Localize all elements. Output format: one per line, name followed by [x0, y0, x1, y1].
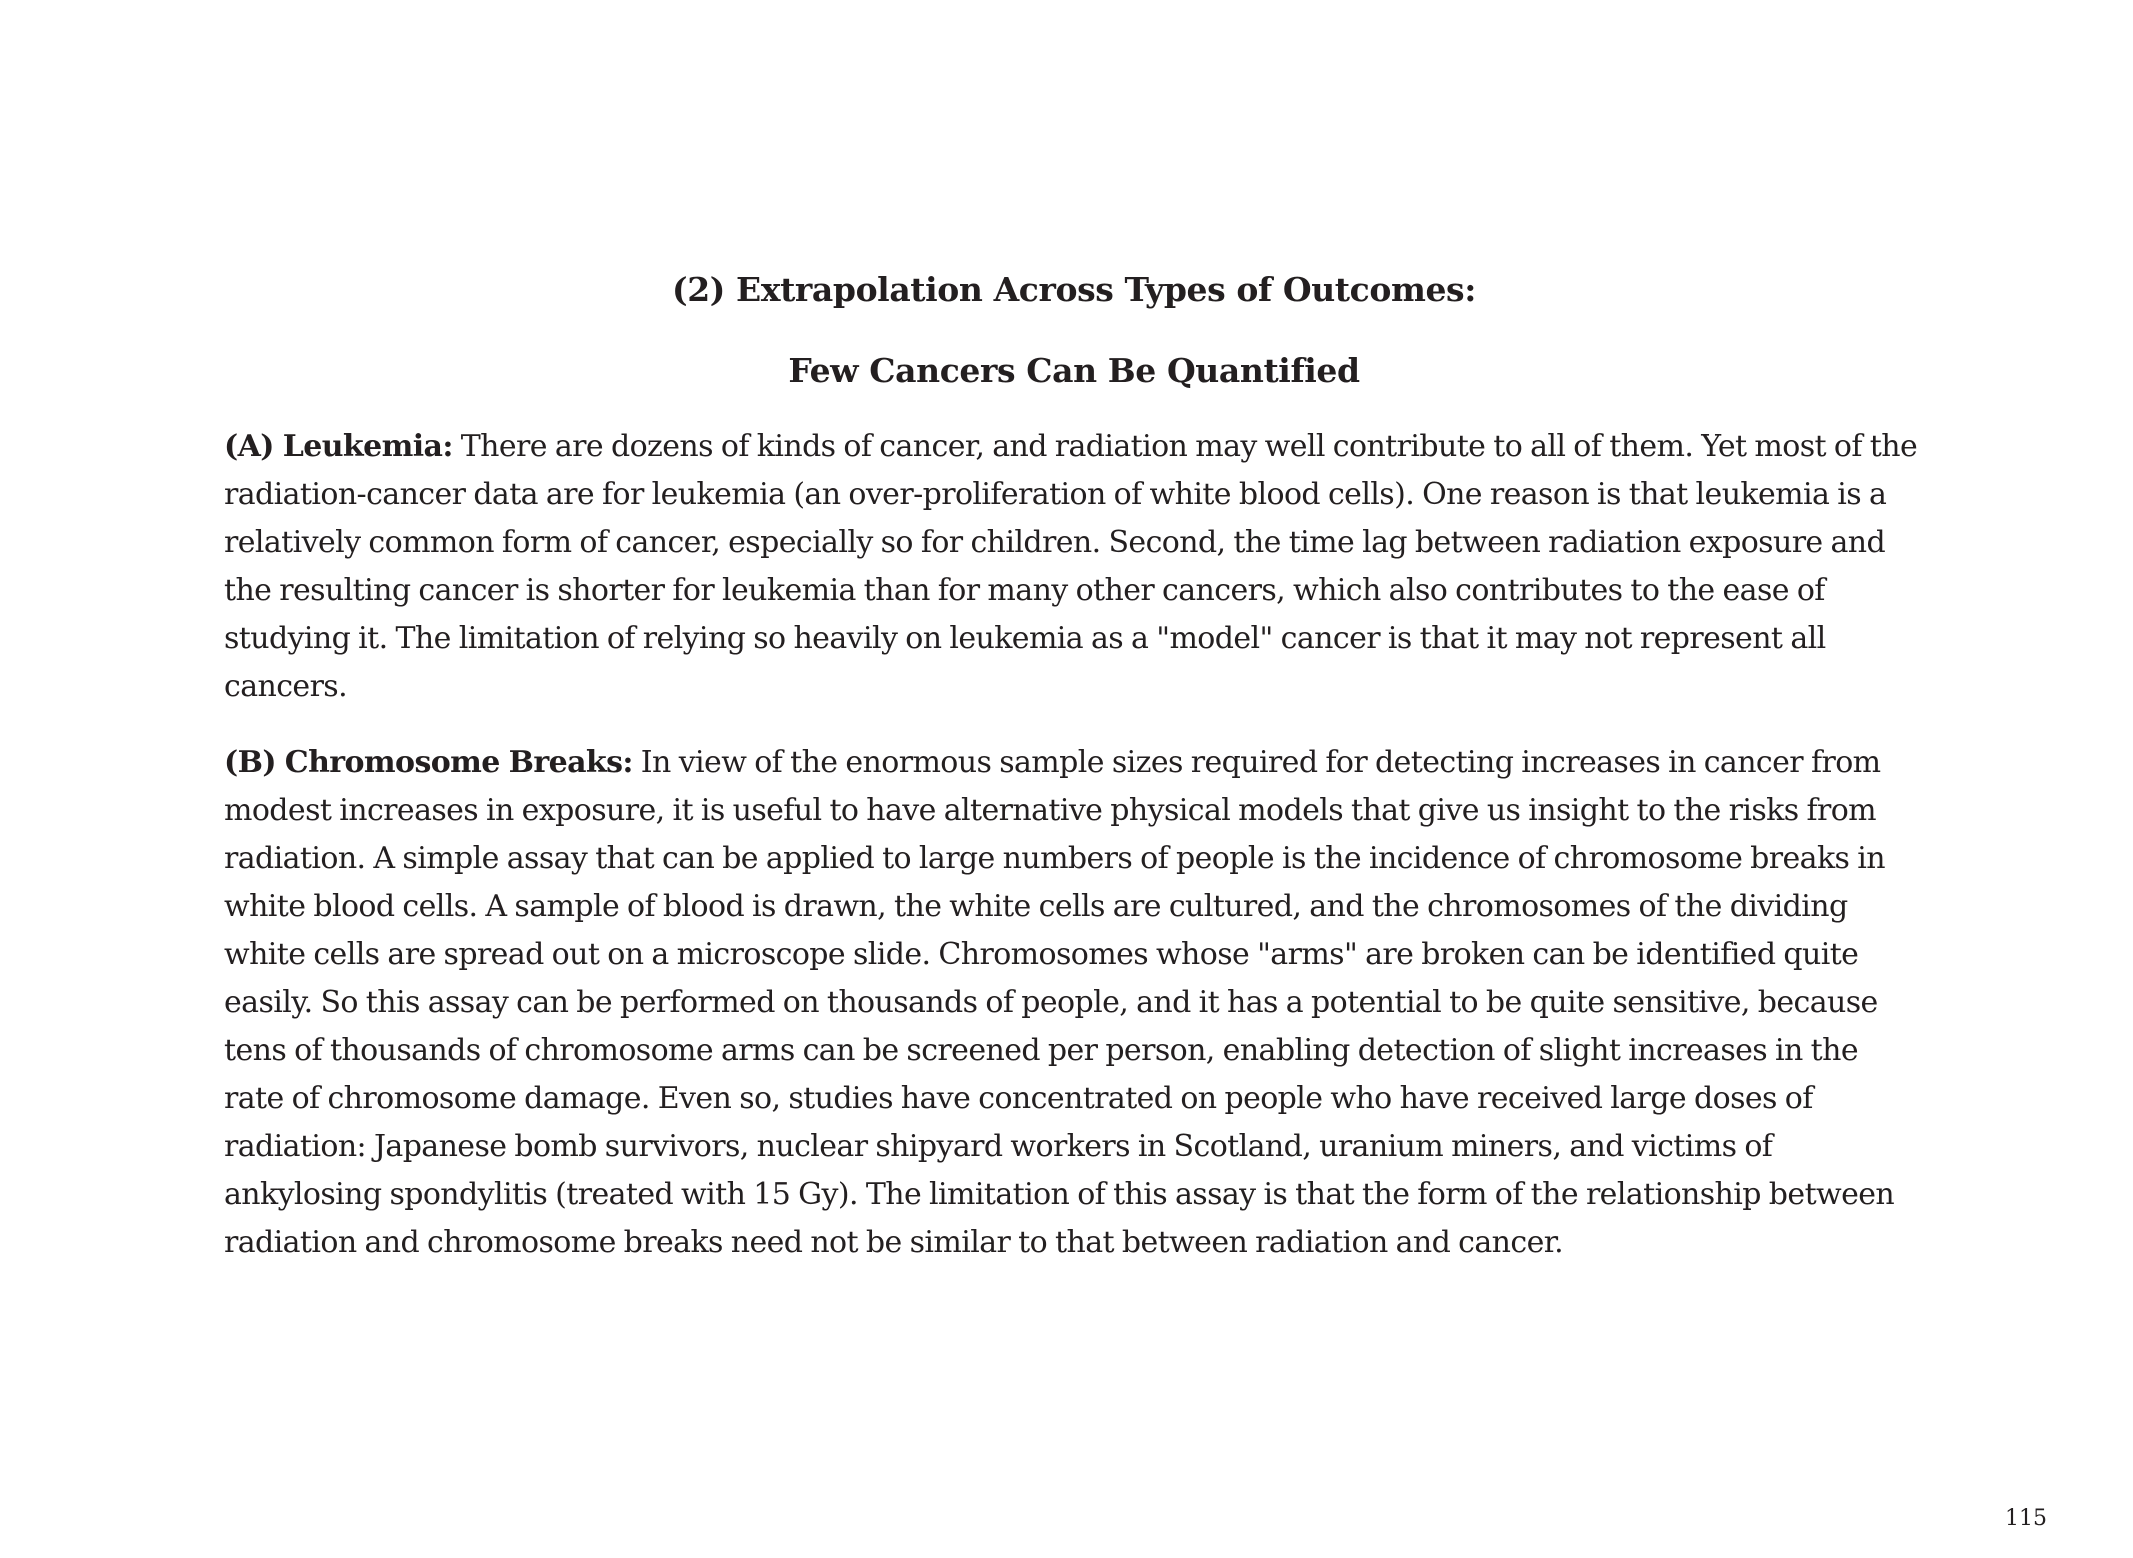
paragraph-lead-chromosome-breaks: (B) Chromosome Breaks: [224, 745, 633, 780]
paragraph-leukemia [224, 423, 1924, 711]
paragraph-lead-leukemia: (A) Leukemia: [224, 429, 453, 464]
section-subheading: Few Cancers Can Be Quantified [788, 351, 1360, 390]
paragraph-body-chromosome-breaks: In view of the enormous sample sizes required for detecting increases in cancer from modest increases in exposure, it is useful to have alternative physical models that give us insight to the risks from radiation. A simple assay that can be applied to large numbers of people is the incidence of chromosome breaks in white blood cells. A sample of blood is drawn, the white cells are cultured, and the chromosomes of the dividing white cells are spread out on a microscope slide. Chromosomes whose "arms" are broken can be identified quite easily. So this assay can be performed on thousands of people, and it has a potential to be quite sensitive, because tens of thousands of chromosome arms can be screened per person, enabling detection of slight increases in the rate of chromosome damage. Even so, studies have concentrated on people who have received large doses of radiation: Japanese bomb survivors, nuclear shipyard workers in Scotland, uranium miners, and victims of ankylosing spondylitis (treated with 15 Gy). The limitation of this assay is that the form of the relationship between radiation and chromosome breaks need not be similar to that between radiation and cancer. [224, 745, 1895, 1260]
document-page [224, 270, 1924, 1295]
section-heading: (2) Extrapolation Across Types of Outcomes: [671, 270, 1477, 309]
page-number: 115 [2005, 1506, 2047, 1531]
paragraph-chromosome-breaks [224, 739, 1924, 1267]
paragraph-body-leukemia: There are dozens of kinds of cancer, and radiation may well contribute to all of them. Yet most of the radiation-cancer data are for leukemia (an over-proliferation of white blood cells). One reason is that leukemia is a relatively common form of cancer, especially so for children. Second, the time lag between radiation exposure and the resulting cancer is shorter for leukemia than for many other cancers, which also contributes to the ease of studying it. The limitation of relying so heavily on leukemia as a "model" cancer is that it may not represent all cancers. [224, 429, 1918, 704]
